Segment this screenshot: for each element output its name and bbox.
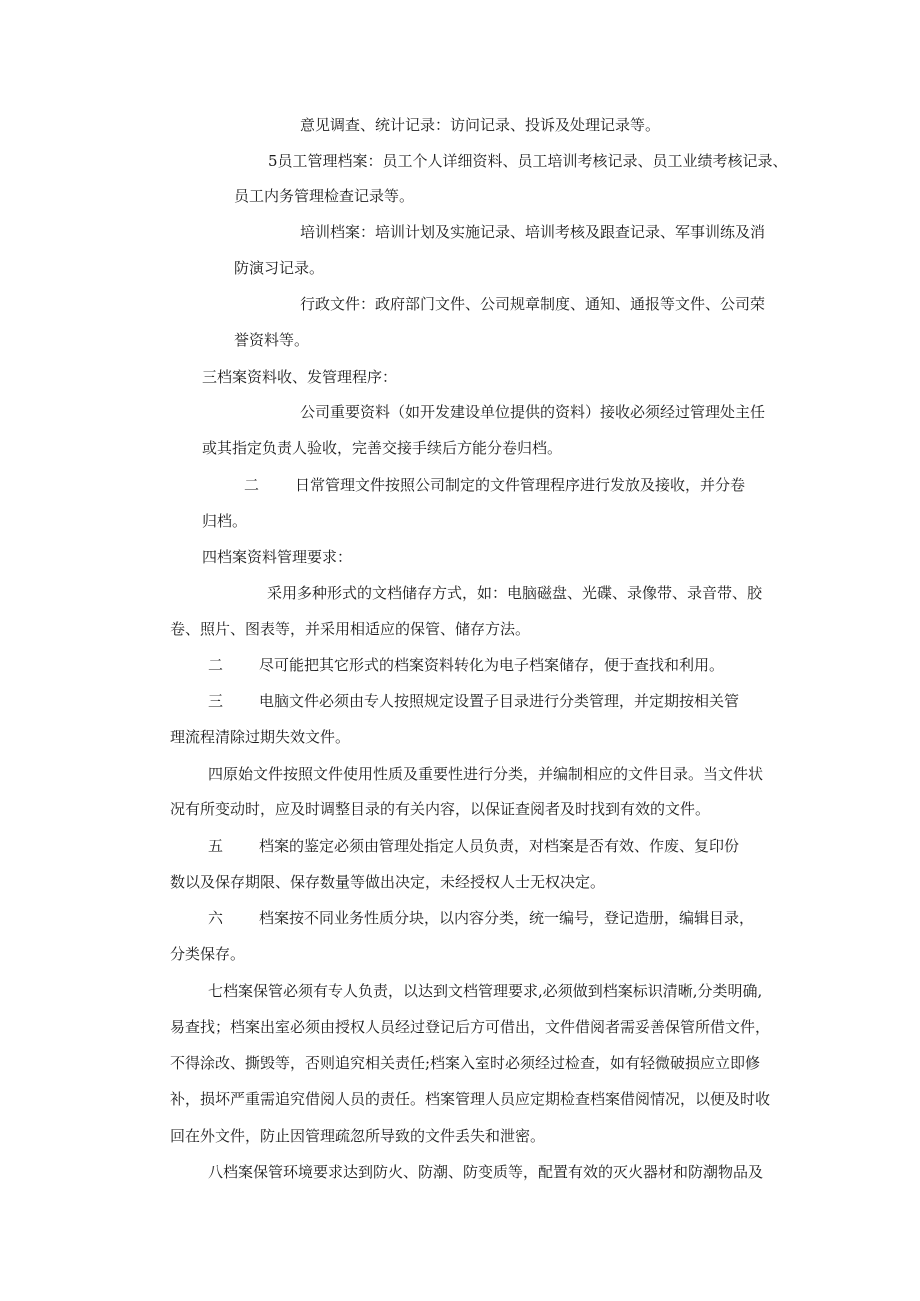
item-number: 二 (208, 656, 224, 674)
item-text: 电脑文件必须由专人按照规定设置子目录进行分类管理，并定期按相关管 (259, 692, 740, 710)
item-number: 五 (208, 837, 224, 855)
text-line: 归档。 (202, 512, 248, 530)
item-text: 档案按不同业务性质分块，以内容分类，统一编号，登记造册，编辑目录， (259, 909, 755, 927)
text-line: 况有所变动时，应及时调整目录的有关内容，以保证查阅者及时找到有效的文件。 (170, 800, 711, 818)
section-heading: 四档案资料管理要求： (202, 548, 353, 566)
item-number: 六 (208, 909, 224, 927)
text-line: 理流程清除过期失效文件。 (170, 728, 351, 746)
text-line: 易查找；档案出室必须由授权人员经过登记后方可借出，文件借阅者需妥善保管所借文件， (170, 1018, 771, 1036)
text-line: 四原始文件按照文件使用性质及重要性进行分类，并编制相应的文件目录。当文件状 (208, 765, 764, 783)
numbered-line (244, 475, 745, 495)
item-number: 三 (208, 692, 224, 710)
numbered-line (208, 908, 754, 928)
text-line: 员工内务管理检查记录等。 (234, 187, 415, 205)
text-line: 誉资料等。 (234, 331, 310, 349)
item-text: 尽可能把其它形式的档案资料转化为电子档案储存，便于查找和利用。 (259, 656, 725, 674)
text-line: 回在外文件，防止因管理疏忽所导致的文件丢失和泄密。 (170, 1127, 546, 1145)
item-text: 档案的鉴定必须由管理处指定人员负责，对档案是否有效、作废、复印份 (259, 837, 740, 855)
item-text: 日常管理文件按照公司制定的文件管理程序进行发放及接收，并分卷 (295, 476, 746, 494)
text-line: 七档案保管必须有专人负责，以达到文档管理要求,必须做到档案标识清晰,分类明确, (208, 982, 763, 1000)
numbered-line (208, 836, 739, 856)
text-line: 防演习记录。 (234, 259, 325, 277)
text-line: 卷、照片、图表等，并采用相适应的保管、储存方法。 (170, 620, 531, 638)
text-line: 培训档案：培训计划及实施记录、培训考核及跟查记录、军事训练及消 (300, 223, 766, 241)
section-heading: 三档案资料收、发管理程序： (202, 368, 398, 386)
text-line: 数以及保存期限、保存数量等做出决定，未经授权人士无权决定。 (170, 873, 606, 891)
text-line: 5员工管理档案：员工个人详细资料、员工培训考核记录、员工业绩考核记录、 (268, 152, 788, 170)
numbered-line (208, 655, 724, 675)
text-line: 八档案保管环境要求达到防火、防潮、防变质等，配置有效的灭火器材和防潮物品及 (208, 1163, 764, 1181)
numbered-line (208, 691, 739, 711)
text-line: 行政文件：政府部门文件、公司规章制度、通知、通报等文件、公司荣 (300, 295, 766, 313)
item-number: 二 (244, 476, 260, 494)
text-line: 意见调查、统计记录：访问记录、投诉及处理记录等。 (300, 116, 661, 134)
text-line: 或其指定负责人验收，完善交接手续后方能分卷归档。 (202, 439, 563, 457)
text-line: 采用多种形式的文档储存方式，如：电脑磁盘、光碟、录像带、录音带、胶 (267, 584, 763, 602)
text-line: 分类保存。 (170, 945, 246, 963)
text-line: 补，损坏严重需追究借阅人员的责任。档案管理人员应定期检查档案借阅情况，以便及时收 (170, 1090, 771, 1108)
text-line: 公司重要资料（如开发建设单位提供的资料）接收必须经过管理处主任 (300, 403, 766, 421)
text-line: 不得涂改、撕毁等，否则追究相关责任;档案入室时必须经过检查，如有轻微破损应立即修 (170, 1054, 761, 1072)
